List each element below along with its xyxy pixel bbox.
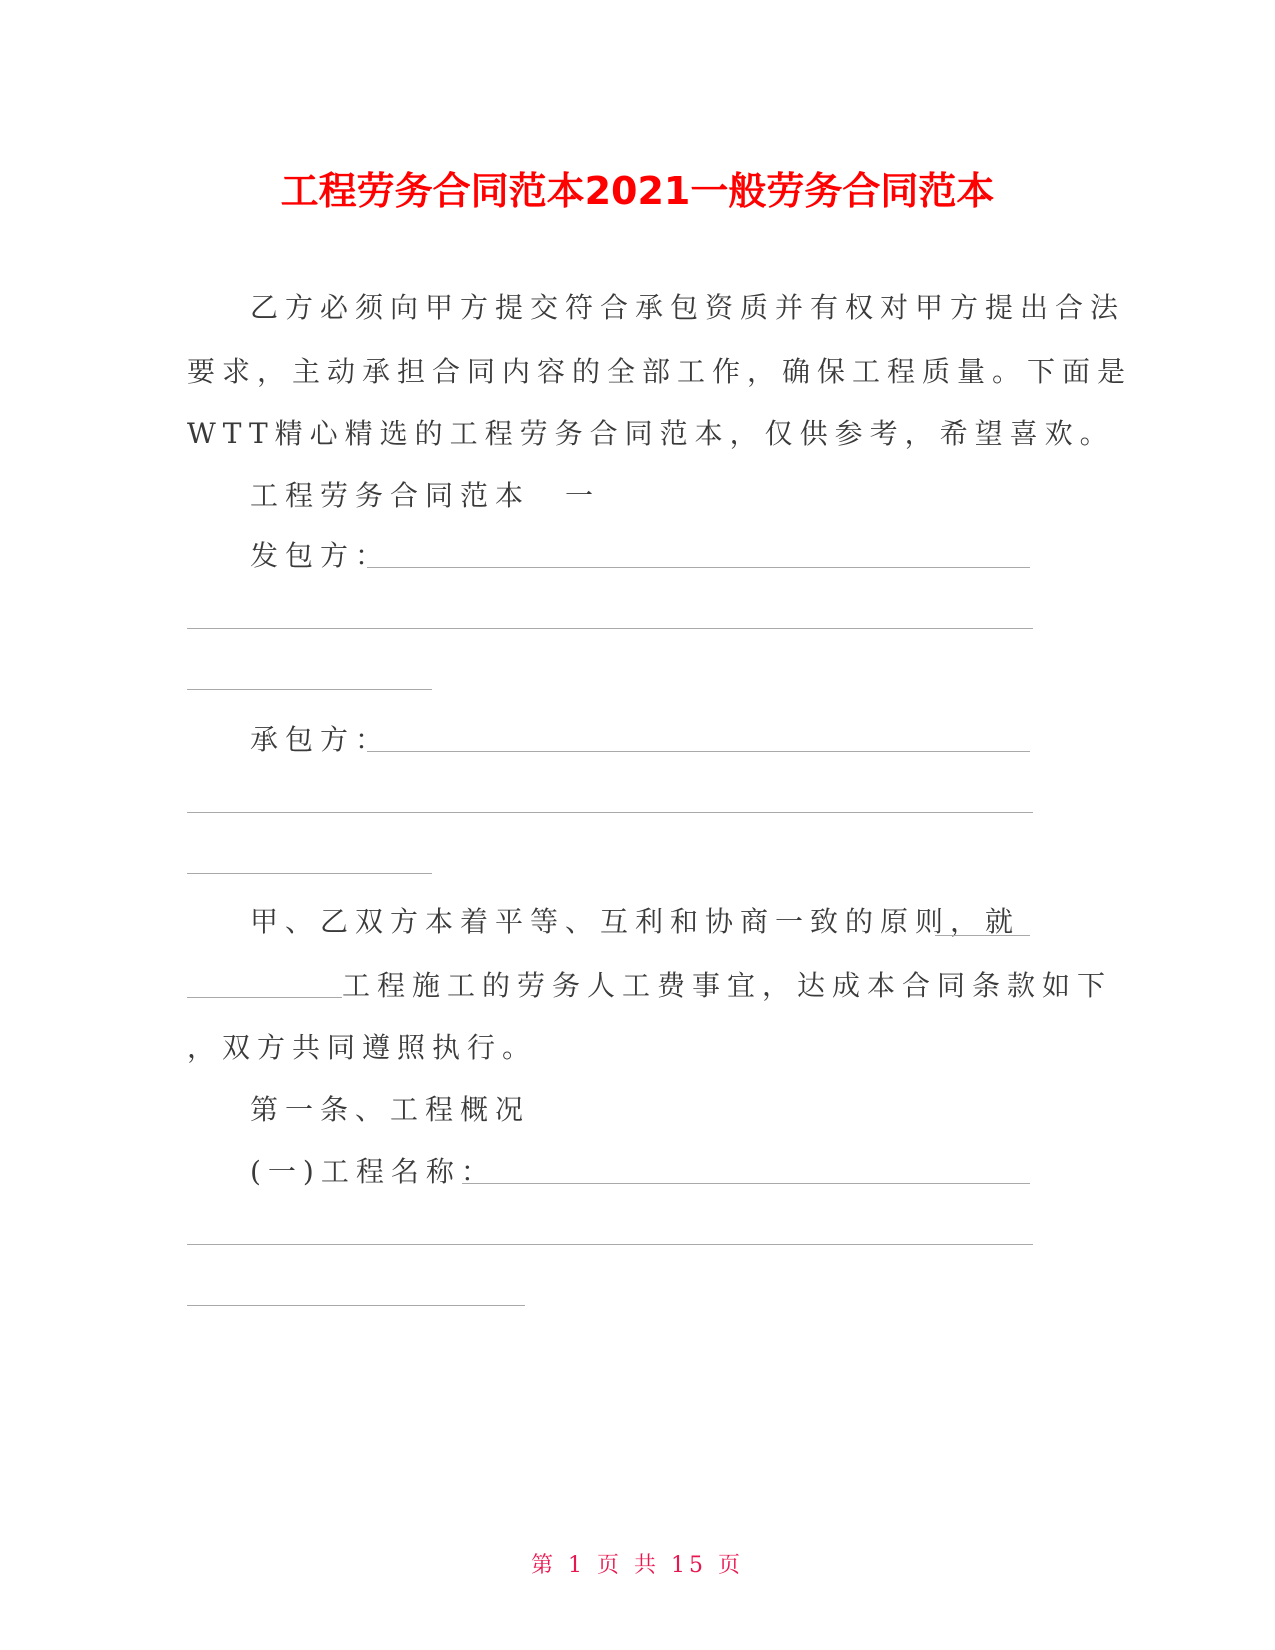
project-name-blank-line-2	[187, 1244, 1033, 1245]
document-title: 工程劳务合同范本2021一般劳务合同范本	[280, 169, 995, 213]
project-name-blank-line-3	[187, 1305, 525, 1306]
principle-line-2: 工程施工的劳务人工费事宜，达成本合同条款如下	[342, 969, 1113, 1002]
intro-line-3: WTT精心精选的工程劳务合同范本，仅供参考，希望喜欢。	[187, 417, 1115, 450]
principle-line-1: 甲、乙双方本着平等、互利和协商一致的原则，就	[250, 905, 1021, 938]
project-name-label: (一)工程名称：	[250, 1155, 496, 1188]
principle-line-3: ，双方共同遵照执行。	[187, 1031, 538, 1064]
intro-line-2: 要求，主动承担合同内容的全部工作，确保工程质量。下面是	[187, 355, 1133, 388]
employer-blank-line-2	[187, 628, 1033, 629]
employer-blank-line-3	[187, 689, 432, 690]
intro-line-1: 乙方必须向甲方提交符合承包资质并有权对甲方提出合法	[250, 291, 1126, 324]
contractor-label: 承包方：	[250, 723, 391, 756]
contractor-blank-line-1	[367, 751, 1030, 752]
page-number: 第 1 页 共 15 页	[531, 1553, 744, 1578]
employer-blank-line-1	[367, 567, 1030, 568]
employer-label: 发包方：	[250, 539, 391, 572]
project-blank-part-1	[935, 935, 1030, 936]
article-1-heading: 第一条、工程概况	[250, 1093, 531, 1126]
contractor-blank-line-3	[187, 873, 432, 874]
project-blank-part-2	[187, 997, 342, 998]
contractor-blank-line-2	[187, 812, 1033, 813]
project-name-blank-line-1	[462, 1183, 1030, 1184]
section-heading: 工程劳务合同范本 一	[250, 479, 601, 512]
